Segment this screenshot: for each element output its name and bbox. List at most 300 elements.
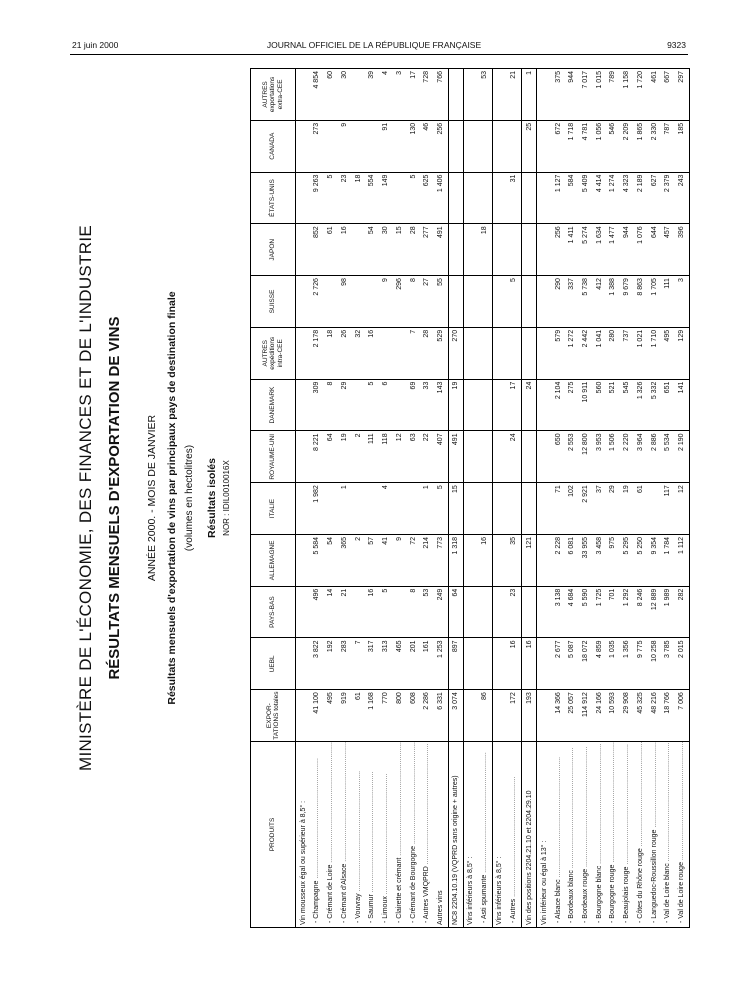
table-cell <box>521 483 536 535</box>
table-cell <box>492 534 507 586</box>
table-row <box>579 69 593 928</box>
table-cell <box>492 483 507 535</box>
table-cell <box>537 534 552 586</box>
leader-dots <box>313 758 320 881</box>
table-cell: 102 <box>565 483 579 535</box>
table-row <box>521 69 536 928</box>
table-cell: 1 <box>521 69 536 121</box>
table-cell <box>521 431 536 483</box>
column-header: CANADA <box>251 120 296 172</box>
table-cell: 1 168 <box>365 690 379 742</box>
table-cell: 2 442 <box>579 327 593 379</box>
table-cell: 69 <box>406 379 420 431</box>
row-label <box>324 742 338 928</box>
table-cell: 5 738 <box>579 276 593 328</box>
table-cell: 4 859 <box>592 638 606 690</box>
column-header: PRODUITS <box>251 742 296 928</box>
table-row <box>337 69 351 928</box>
leader-dots <box>396 742 403 858</box>
table-cell: 975 <box>606 534 620 586</box>
column-header: ÉTATS-UNIS <box>251 172 296 224</box>
row-label <box>565 742 579 928</box>
table-cell: 651 <box>661 379 675 431</box>
table-cell: 5 <box>406 172 420 224</box>
header-journal-title: JOURNAL OFFICIEL DE LA RÉPUBLIQUE FRANÇAISE <box>266 40 482 50</box>
table-cell: 1 388 <box>606 276 620 328</box>
table-row <box>296 69 311 928</box>
table-cell: 787 <box>661 120 675 172</box>
table-cell: 32 <box>351 327 365 379</box>
table-cell: 55 <box>434 276 449 328</box>
table-cell: 22 <box>420 431 434 483</box>
leader-dots <box>382 774 389 897</box>
table-cell: 491 <box>448 431 463 483</box>
table-cell: 1 718 <box>565 120 579 172</box>
table-cell: 1 477 <box>606 224 620 276</box>
table-cell <box>492 224 507 276</box>
table-cell: 18 072 <box>579 638 593 690</box>
table-cell <box>492 276 507 328</box>
table-cell <box>492 379 507 431</box>
section-title: Résultats isolés <box>206 458 218 538</box>
table-cell: 111 <box>661 276 675 328</box>
table-cell <box>448 172 463 224</box>
table-cell: 773 <box>434 534 449 586</box>
table-cell: 2 190 <box>675 431 690 483</box>
table-cell: 584 <box>565 172 579 224</box>
table-cell: 1 326 <box>634 379 648 431</box>
row-label <box>551 742 565 928</box>
table-cell: 8 <box>406 586 420 638</box>
units-note: (volumes en hectolitres) <box>184 444 195 552</box>
row-label-text: - Champagne <box>313 880 321 923</box>
row-label <box>379 742 393 928</box>
table-cell <box>463 224 478 276</box>
table-cell: 3 <box>392 69 406 121</box>
table-cell: 7 <box>351 638 365 690</box>
table-cell <box>478 586 493 638</box>
table-cell <box>296 172 311 224</box>
table-cell <box>351 69 365 121</box>
row-label-text: - Languedoc-Roussillon rouge <box>650 829 658 923</box>
table-cell <box>492 120 507 172</box>
table-cell: 5 409 <box>579 172 593 224</box>
table-cell: 465 <box>392 638 406 690</box>
row-label <box>592 742 606 928</box>
table-cell: 23 <box>337 172 351 224</box>
table-cell: 41 100 <box>310 690 324 742</box>
table-cell <box>392 327 406 379</box>
table-cell: 1 411 <box>565 224 579 276</box>
table-cell: 1 076 <box>634 224 648 276</box>
table-cell: 667 <box>661 69 675 121</box>
table-cell <box>492 327 507 379</box>
table-cell: 297 <box>675 69 690 121</box>
table-row <box>565 69 579 928</box>
table-cell: 2 921 <box>579 483 593 535</box>
table-cell: 3 822 <box>310 638 324 690</box>
table-cell: 30 <box>337 69 351 121</box>
table-cell <box>448 224 463 276</box>
table-cell: 461 <box>647 69 661 121</box>
table-cell: 35 <box>507 534 522 586</box>
row-label-text: Vins inférieurs à 8,5° : <box>496 856 504 925</box>
table-cell: 5 <box>365 379 379 431</box>
table-cell <box>492 690 507 742</box>
table-cell <box>463 534 478 586</box>
table-subtitle: Résultats mensuels d'exportation de vins par principaux pays de destination finale <box>166 291 178 705</box>
row-label-text: - Bourgogne rouge <box>609 864 617 923</box>
table-cell: 529 <box>434 327 449 379</box>
table-cell: 28 <box>406 224 420 276</box>
row-label-text: - Vouvray <box>354 893 362 923</box>
row-label-text: - Val de Loire blanc <box>664 863 672 923</box>
table-cell: 495 <box>661 327 675 379</box>
table-cell <box>392 120 406 172</box>
table-cell <box>537 120 552 172</box>
table-cell: 375 <box>551 69 565 121</box>
table-cell: 1 982 <box>310 483 324 535</box>
table-row <box>592 69 606 928</box>
row-label <box>434 742 449 928</box>
table-cell: 1 989 <box>661 586 675 638</box>
row-label <box>296 742 311 928</box>
table-cell: 9 <box>379 276 393 328</box>
table-cell <box>507 120 522 172</box>
table-cell: 5 584 <box>310 534 324 586</box>
table-cell <box>379 327 393 379</box>
leader-dots <box>609 742 616 865</box>
table-cell: 3 458 <box>592 534 606 586</box>
table-cell <box>647 483 661 535</box>
table-cell: 1 292 <box>620 586 634 638</box>
table-cell: 273 <box>310 120 324 172</box>
table-cell: 64 <box>448 586 463 638</box>
row-label-text: - Saumur <box>368 894 376 923</box>
table-cell: 1 <box>420 483 434 535</box>
row-label <box>448 742 463 928</box>
table-cell: 201 <box>406 638 420 690</box>
row-label-text: - Bordeaux rouge <box>581 868 589 923</box>
table-cell <box>537 586 552 638</box>
leader-dots <box>678 742 685 863</box>
table-cell: 98 <box>337 276 351 328</box>
table-cell: 8 <box>406 276 420 328</box>
table-cell: 270 <box>448 327 463 379</box>
table-cell: 789 <box>606 69 620 121</box>
table-cell: 496 <box>310 586 324 638</box>
table-cell: 27 <box>420 276 434 328</box>
table-cell: 365 <box>337 534 351 586</box>
row-label <box>634 742 648 928</box>
table-cell: 12 <box>392 431 406 483</box>
table-cell <box>351 224 365 276</box>
table-cell: 172 <box>507 690 522 742</box>
table-cell: 10 911 <box>579 379 593 431</box>
row-label-text: - Bordeaux blanc <box>568 870 576 923</box>
table-cell: 117 <box>661 483 675 535</box>
table-cell: 8 863 <box>634 276 648 328</box>
column-header: ALLEMAGNE <box>251 534 296 586</box>
table-cell: 16 <box>365 586 379 638</box>
table-cell: 457 <box>661 224 675 276</box>
table-cell: 1 <box>337 483 351 535</box>
table-cell: 9 263 <box>310 172 324 224</box>
table-cell: 309 <box>310 379 324 431</box>
table-cell: 63 <box>406 431 420 483</box>
table-cell: 5 274 <box>579 224 593 276</box>
row-label-text: - Autres <box>510 898 518 923</box>
table-cell: 8 <box>324 379 338 431</box>
table-cell: 1 406 <box>434 172 449 224</box>
table-cell: 54 <box>365 224 379 276</box>
column-header: DANEMARK <box>251 379 296 431</box>
table-cell: 161 <box>420 638 434 690</box>
row-label <box>478 742 493 928</box>
table-cell: 9 354 <box>647 534 661 586</box>
nor-reference: NOR : IDIL0010016X <box>222 460 231 536</box>
table-cell <box>521 327 536 379</box>
table-cell: 2 886 <box>647 431 661 483</box>
table-cell: 30 <box>379 224 393 276</box>
table-cell: 4 854 <box>310 69 324 121</box>
table-cell <box>448 69 463 121</box>
table-cell: 4 781 <box>579 120 593 172</box>
table-cell <box>463 327 478 379</box>
table-cell: 17 <box>406 69 420 121</box>
table-cell: 1 710 <box>647 327 661 379</box>
table-cell: 129 <box>675 327 690 379</box>
table-cell <box>463 431 478 483</box>
table-cell: 9 <box>337 120 351 172</box>
table-cell: 256 <box>551 224 565 276</box>
table-cell: 317 <box>365 638 379 690</box>
table-header-row <box>251 69 296 928</box>
column-header: EXPOR-TATIONS totales <box>251 690 296 742</box>
table-body <box>296 69 690 928</box>
table-cell <box>296 586 311 638</box>
table-cell <box>324 276 338 328</box>
table-cell: 277 <box>420 224 434 276</box>
table-cell: 28 <box>420 327 434 379</box>
table-cell <box>296 69 311 121</box>
table-cell: 2 220 <box>620 431 634 483</box>
table-cell: 121 <box>521 534 536 586</box>
row-label <box>406 742 420 928</box>
leader-dots <box>582 746 589 869</box>
table-cell: 495 <box>324 690 338 742</box>
table-cell: 19 <box>620 483 634 535</box>
table-row <box>492 69 507 928</box>
table-cell: 554 <box>365 172 379 224</box>
rotated-page-content <box>72 68 702 928</box>
table-cell: 10 258 <box>647 638 661 690</box>
leader-dots <box>410 742 417 846</box>
table-cell: 1 272 <box>565 327 579 379</box>
table-cell: 26 <box>337 327 351 379</box>
table-cell: 24 166 <box>592 690 606 742</box>
table-cell <box>392 586 406 638</box>
row-label-text: Vin mousseux égal ou supérieur à 8,5° : <box>299 800 307 925</box>
table-cell: 5 250 <box>634 534 648 586</box>
ministry-title: MINISTÈRE DE L'ÉCONOMIE, DES FINANCES ET DE L'INDUSTRIE <box>76 225 95 771</box>
row-label <box>537 742 552 928</box>
leader-dots <box>423 744 430 867</box>
table-cell: 1 720 <box>634 69 648 121</box>
table-cell: 18 <box>478 224 493 276</box>
table-cell: 19 <box>337 431 351 483</box>
table-cell: 33 955 <box>579 534 593 586</box>
table-row <box>351 69 365 928</box>
table-cell <box>478 276 493 328</box>
table-cell: 39 <box>365 69 379 121</box>
leader-dots <box>341 742 348 864</box>
row-label <box>521 742 536 928</box>
table-cell <box>351 586 365 638</box>
table-row <box>661 69 675 928</box>
table-cell: 1 356 <box>620 638 634 690</box>
leader-dots <box>355 771 362 894</box>
table-cell: 118 <box>379 431 393 483</box>
table-cell <box>351 379 365 431</box>
table-cell: 1 705 <box>647 276 661 328</box>
table-cell: 143 <box>434 379 449 431</box>
table-cell: 1 127 <box>551 172 565 224</box>
main-title: RÉSULTATS MENSUELS D'EXPORTATION DE VINS <box>106 316 123 680</box>
table-cell: 337 <box>565 276 579 328</box>
table-cell: 2 286 <box>420 690 434 742</box>
table-cell: 296 <box>392 276 406 328</box>
table-cell: 5 <box>324 172 338 224</box>
table-cell: 1 056 <box>592 120 606 172</box>
table-cell: 2 <box>351 431 365 483</box>
table-cell: 650 <box>551 431 565 483</box>
table-cell: 2 330 <box>647 120 661 172</box>
table-cell: 5 <box>507 276 522 328</box>
table-cell <box>478 327 493 379</box>
table-cell: 16 <box>507 638 522 690</box>
table-cell: 3 074 <box>448 690 463 742</box>
row-label <box>392 742 406 928</box>
table-cell: 23 <box>507 586 522 638</box>
table-cell: 9 679 <box>620 276 634 328</box>
table-cell <box>463 586 478 638</box>
leader-dots <box>568 748 575 871</box>
table-cell: 1 035 <box>606 638 620 690</box>
table-cell: 72 <box>406 534 420 586</box>
table-cell: 29 <box>606 483 620 535</box>
table-cell: 46 <box>420 120 434 172</box>
row-label <box>365 742 379 928</box>
row-label-text: - Val de Loire rouge <box>678 862 686 923</box>
table-cell <box>365 276 379 328</box>
table-cell: 9 775 <box>634 638 648 690</box>
table-cell: 193 <box>521 690 536 742</box>
table-row <box>620 69 634 928</box>
table-cell <box>392 483 406 535</box>
leader-dots <box>368 772 375 895</box>
table-row <box>537 69 552 928</box>
table-cell: 1 784 <box>661 534 675 586</box>
table-cell: 280 <box>606 327 620 379</box>
row-label <box>647 742 661 928</box>
table-cell <box>492 431 507 483</box>
table-cell: 5 332 <box>647 379 661 431</box>
row-label <box>579 742 593 928</box>
row-label-text: - Crémant d'Alsace <box>340 863 348 923</box>
row-label <box>337 742 351 928</box>
table-cell <box>507 327 522 379</box>
table-row <box>647 69 661 928</box>
table-cell <box>478 638 493 690</box>
table-cell: 1 506 <box>606 431 620 483</box>
table-cell <box>492 69 507 121</box>
table-row <box>448 69 463 928</box>
table-cell: 608 <box>406 690 420 742</box>
table-cell <box>463 172 478 224</box>
table-cell: 31 <box>507 172 522 224</box>
leader-dots <box>555 757 562 880</box>
table-cell: 48 216 <box>647 690 661 742</box>
table-cell <box>463 69 478 121</box>
table-cell: 57 <box>365 534 379 586</box>
row-label <box>463 742 478 928</box>
table-cell: 737 <box>620 327 634 379</box>
row-label-text: Vin des positions 2204.21.10 et 2204.29.10 <box>525 790 533 925</box>
table-cell: 7 017 <box>579 69 593 121</box>
table-cell: 61 <box>634 483 648 535</box>
table-cell: 24 <box>521 379 536 431</box>
table-cell: 672 <box>551 120 565 172</box>
header-rule <box>70 54 688 55</box>
table-cell: 2 209 <box>620 120 634 172</box>
table-cell <box>492 638 507 690</box>
row-label <box>492 742 507 928</box>
table-cell: 852 <box>310 224 324 276</box>
row-label <box>310 742 324 928</box>
table-cell: 64 <box>324 431 338 483</box>
table-cell: 491 <box>434 224 449 276</box>
row-label-text: - Clairette et crémant <box>395 857 403 923</box>
table-cell: 627 <box>647 172 661 224</box>
table-cell: 290 <box>551 276 565 328</box>
table-cell: 5 087 <box>565 638 579 690</box>
row-label <box>420 742 434 928</box>
table-cell: 37 <box>592 483 606 535</box>
table-cell: 1 158 <box>620 69 634 121</box>
column-header: PAYS-BAS <box>251 586 296 638</box>
row-label-text: - Côtes du Rhône rouge <box>636 848 644 923</box>
table-row <box>392 69 406 928</box>
table-cell: 5 534 <box>661 431 675 483</box>
table-cell: 800 <box>392 690 406 742</box>
table-cell: 7 <box>406 327 420 379</box>
leader-dots <box>637 742 644 849</box>
table-cell: 141 <box>675 379 690 431</box>
table-cell: 6 081 <box>565 534 579 586</box>
table-cell <box>521 276 536 328</box>
table-cell <box>537 379 552 431</box>
table-cell <box>537 172 552 224</box>
table-cell: 1 274 <box>606 172 620 224</box>
leader-dots <box>623 744 630 867</box>
table-row <box>324 69 338 928</box>
row-label-text: NC8 2204.10.19 (VQPRD sans origine + autres) <box>452 775 460 925</box>
table-row <box>463 69 478 928</box>
table-cell: 16 <box>365 327 379 379</box>
row-label-text: - Asti spumante <box>481 874 489 923</box>
table-cell: 2 015 <box>675 638 690 690</box>
